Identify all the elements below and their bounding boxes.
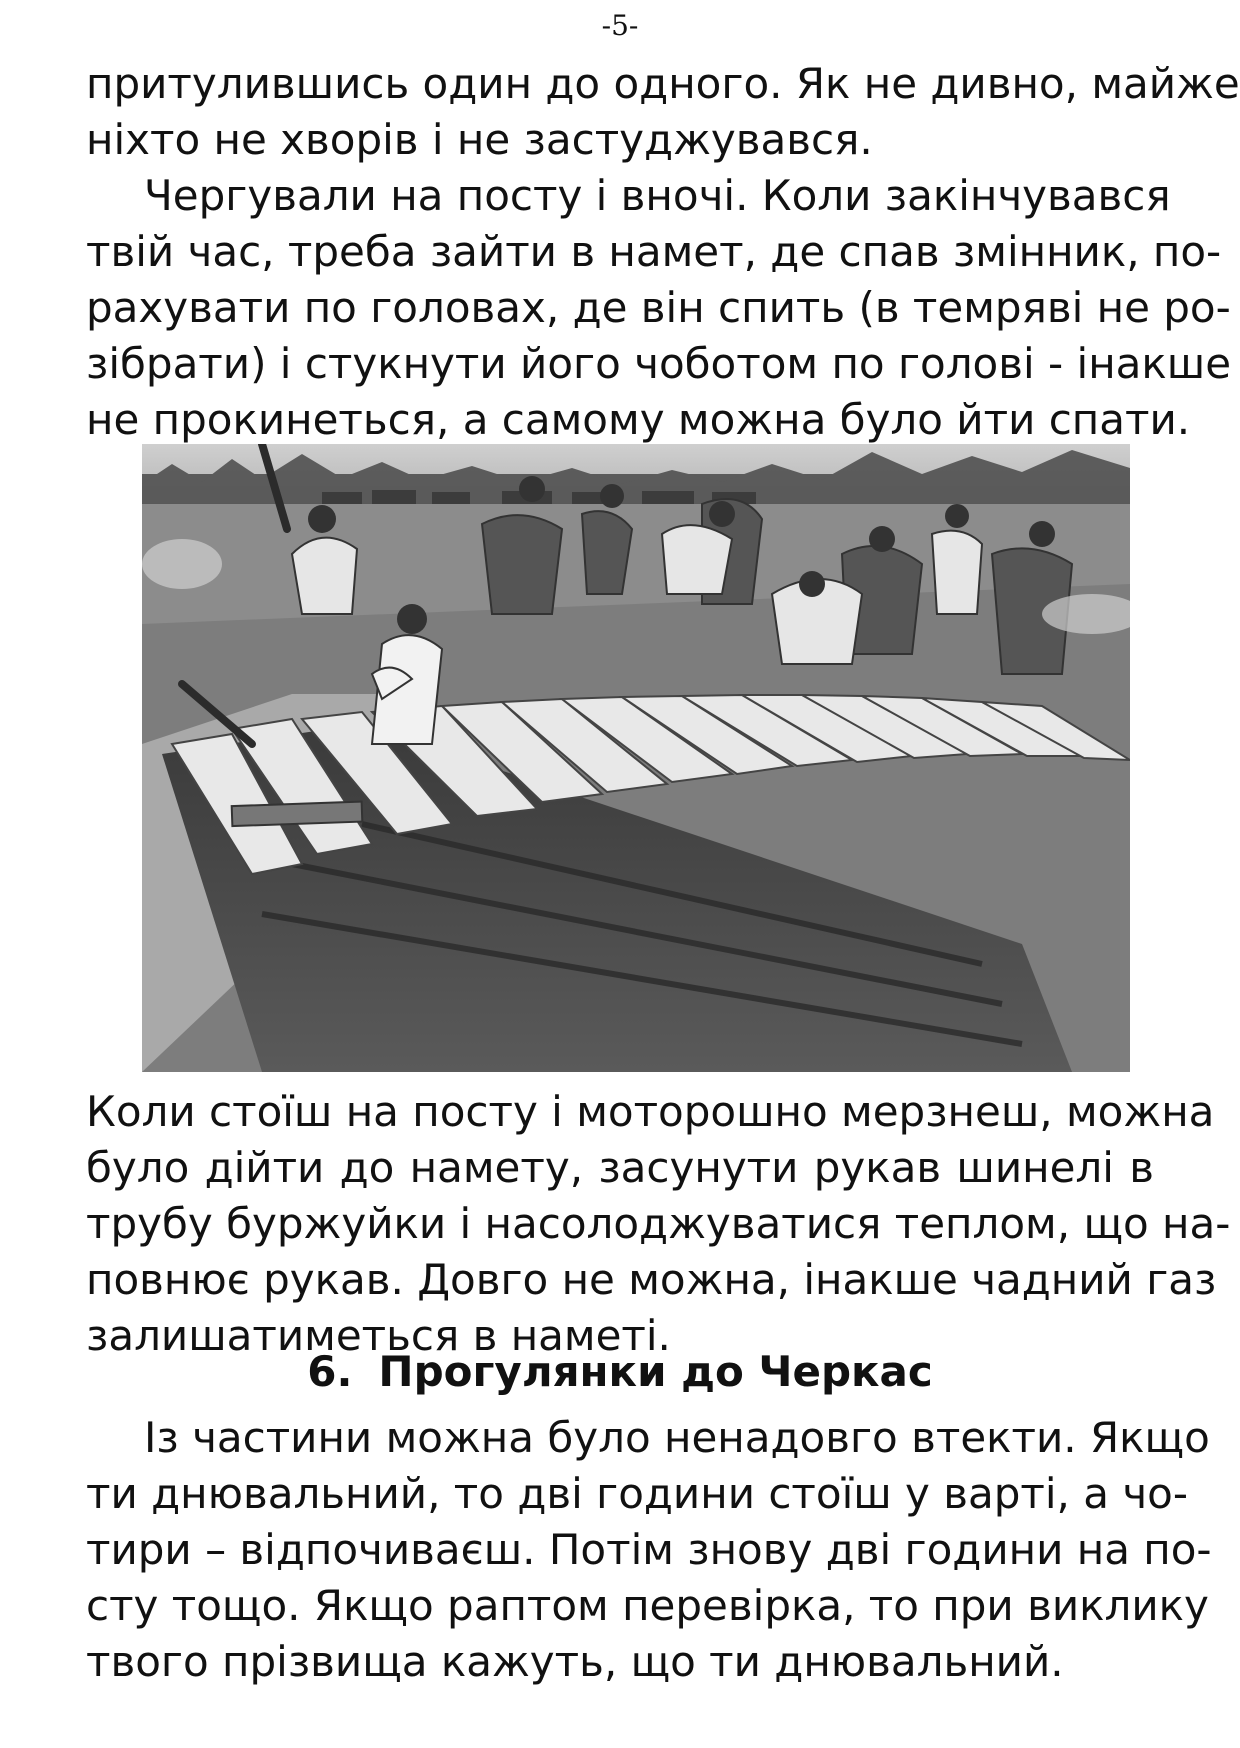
section-title: Прогулянки до Черкас <box>378 1347 933 1396</box>
text-line-content: Із частини можна було ненадовго втекти. Якщо <box>144 1413 1210 1462</box>
text-line: притулившись один до одного. Як не дивно, майже <box>86 59 1240 108</box>
text-line-indented <box>86 168 1171 224</box>
text-line: твого прізвища кажуть, що ти днювальний. <box>86 1637 1064 1686</box>
text-line: Коли стоїш на посту і моторошно мерзнеш, можна <box>86 1087 1215 1136</box>
text-line: зібрати) і стукнути його чоботом по голові - інакше <box>86 339 1232 388</box>
text-line: трубу буржуйки і насолоджуватися теплом, що на- <box>86 1199 1231 1248</box>
text-line: ніхто не хворів і не застуджувався. <box>86 115 873 164</box>
paragraph-3 <box>86 1084 1231 1364</box>
photo-illustration <box>142 444 1130 1072</box>
text-line: тири – відпочиваєш. Потім знову дві години на по- <box>86 1525 1212 1574</box>
text-line: залишатиметься в наметі. <box>86 1311 671 1360</box>
paragraph-2 <box>86 168 1232 448</box>
text-line-indented <box>86 1410 1210 1466</box>
text-line: сту тощо. Якщо раптом перевірка, то при виклику <box>86 1581 1209 1630</box>
section-heading <box>0 1344 1240 1400</box>
text-line: твій час, треба зайти в намет, де спав змінник, по- <box>86 227 1222 276</box>
page-number: -5- <box>601 9 639 42</box>
text-line: було дійти до намету, засунути рукав шинелі в <box>86 1143 1154 1192</box>
text-line-content: Чергували на посту і вночі. Коли закінчувався <box>144 171 1171 220</box>
paragraph-1 <box>86 56 1240 168</box>
text-line: повнює рукав. Довго не можна, інакше чадний газ <box>86 1255 1217 1304</box>
paragraph-4 <box>86 1410 1212 1690</box>
section-number: 6. <box>307 1347 353 1396</box>
text-line: рахувати по головах, де він спить (в темряві не ро- <box>86 283 1231 332</box>
text-line: не прокинеться, а самому можна було йти спати. <box>86 395 1191 444</box>
photo-soldiers-building-floor <box>142 444 1130 1072</box>
text-line: ти днювальний, то дві години стоїш у варті, а чо- <box>86 1469 1188 1518</box>
